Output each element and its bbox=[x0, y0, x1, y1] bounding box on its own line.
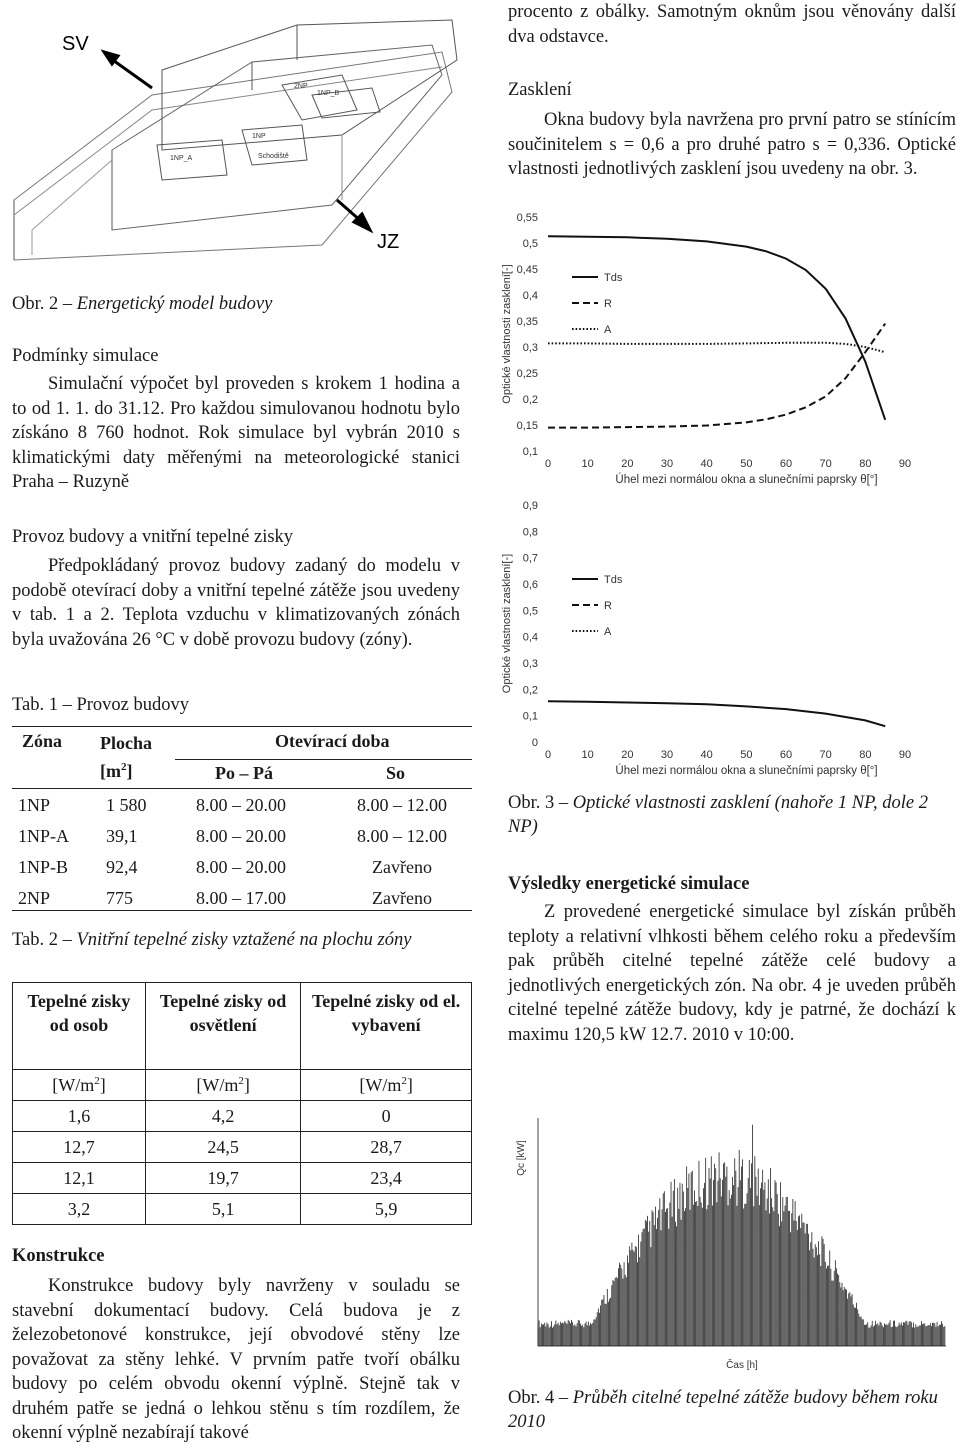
figure-2-caption bbox=[12, 292, 460, 316]
cell: 5,9 bbox=[301, 1194, 472, 1225]
paragraph-simulation: Simulační výpočet byl proveden s krokem 1 hodina a to od 1. 1. do 31.12. Pro každou simulovanou hodnotu bylo získáno 8 760 hodnot. Rok simulace byl vybrán 2010 s klimatickými daty měřenými na meteorologické stanici Praha – Ruzyně bbox=[12, 374, 460, 492]
x-tick-label: 80 bbox=[859, 749, 872, 761]
y-tick-label: 0,15 bbox=[516, 420, 538, 432]
series-line-tds bbox=[548, 236, 885, 420]
x-axis-label: Čas [h] bbox=[726, 1360, 758, 1371]
caption-number: Obr. 4 – bbox=[508, 1388, 573, 1408]
table-header-row bbox=[13, 983, 472, 1070]
y-tick-label: 0,25 bbox=[516, 368, 538, 380]
x-axis-label: Úhel mezi normálou okna a slunečními paprsky θ[°] bbox=[615, 765, 878, 777]
unit-sup: 2 bbox=[401, 1074, 407, 1087]
cell: 2NP bbox=[18, 888, 51, 908]
series-line-a bbox=[548, 343, 885, 352]
table-row bbox=[12, 821, 472, 852]
y-tick-label: 0,5 bbox=[522, 238, 538, 250]
caption-text: Průběh citelné tepelné zátěže budovy během roku 2010 bbox=[508, 1388, 938, 1432]
table-1-caption: Tab. 1 – Provoz budovy bbox=[12, 695, 190, 715]
caption-text: Optické vlastnosti zasklení (nahoře 1 NP, dole 2 NP) bbox=[508, 793, 928, 837]
col-header-po-pa: Po – Pá bbox=[215, 763, 273, 783]
unit-cell bbox=[301, 1070, 472, 1101]
zone-label: 2NP bbox=[294, 83, 308, 90]
cell: 1NP-A bbox=[18, 826, 70, 846]
zone-label: 1NP_B bbox=[317, 90, 340, 97]
x-tick-label: 50 bbox=[740, 749, 753, 761]
cell: 28,7 bbox=[301, 1132, 472, 1163]
col-header-so: So bbox=[386, 763, 406, 783]
y-tick-label: 0,3 bbox=[522, 658, 538, 670]
cell: 23,4 bbox=[301, 1163, 472, 1194]
cell: 4,2 bbox=[145, 1101, 300, 1132]
zone-label: 1NP_A bbox=[170, 155, 193, 162]
heading-vysledky: Výsledky energetické simulace bbox=[508, 874, 750, 894]
cell: 775 bbox=[106, 888, 133, 908]
paragraph-zasklení: Okna budovy byla navržena pro první patro se stínícím součinitelem s = 0,6 a pro druhé patro s = 0,336. Optické vlastnosti jednotlivých zasklení jsou uvedeny na obr. 3. bbox=[508, 110, 956, 179]
y-tick-label: 0,2 bbox=[522, 394, 538, 406]
cell: 12,1 bbox=[13, 1163, 146, 1194]
x-tick-label: 40 bbox=[700, 749, 713, 761]
heading-zasklení: Zasklení bbox=[508, 80, 572, 100]
cell: 8.00 – 12.00 bbox=[357, 795, 447, 815]
figure-4-caption bbox=[508, 1386, 956, 1434]
y-tick-label: 0,6 bbox=[522, 579, 538, 591]
y-tick-label: 0 bbox=[531, 737, 538, 749]
cell: 12,7 bbox=[13, 1132, 146, 1163]
legend-label: A bbox=[604, 626, 612, 638]
y-tick-label: 0,9 bbox=[522, 500, 538, 512]
x-axis-label: Úhel mezi normálou okna a slunečními paprsky θ[°] bbox=[615, 474, 878, 486]
heading-konstrukce: Konstrukce bbox=[12, 1246, 105, 1266]
cell: 0 bbox=[301, 1101, 472, 1132]
y-tick-label: 0,55 bbox=[516, 212, 538, 224]
table-2 bbox=[12, 982, 472, 1225]
caption-number: Obr. 2 – bbox=[12, 294, 77, 314]
cell: Zavřeno bbox=[372, 888, 432, 908]
x-tick-label: 70 bbox=[819, 749, 832, 761]
y-tick-label: 0,2 bbox=[522, 684, 538, 697]
chart-cooling-load bbox=[500, 1110, 952, 1385]
x-tick-label: 10 bbox=[581, 749, 594, 761]
load-bars bbox=[538, 1125, 945, 1346]
y-tick-label: 0,4 bbox=[522, 290, 538, 302]
x-tick-label: 30 bbox=[660, 749, 674, 761]
x-tick-label: 90 bbox=[898, 749, 912, 761]
unit-b: ] bbox=[406, 1074, 413, 1095]
cell: 5,1 bbox=[145, 1194, 300, 1225]
y-tick-label: 0,8 bbox=[522, 526, 538, 539]
col-header-oteviraci-doba: Otevírací doba bbox=[275, 731, 390, 751]
col-header: Tepelné zisky od el. vybavení bbox=[301, 983, 472, 1070]
unit-b: ] bbox=[99, 1074, 106, 1095]
y-tick-label: 0,7 bbox=[522, 552, 538, 565]
compass-sv: SV bbox=[62, 33, 89, 55]
cell: 1,6 bbox=[13, 1101, 146, 1132]
cell: 19,7 bbox=[145, 1163, 300, 1194]
cell: 1NP bbox=[18, 795, 51, 815]
x-tick-label: 50 bbox=[740, 458, 753, 470]
y-axis-label: Qc [kW] bbox=[516, 1140, 527, 1176]
compass-jz: JZ bbox=[377, 231, 400, 253]
table-1-body bbox=[12, 790, 472, 914]
heading-podminky-simulace: Podmínky simulace bbox=[12, 346, 159, 366]
cell: 1 580 bbox=[106, 795, 147, 815]
y-axis-label: Optické vlastnosti zasklení[-] bbox=[501, 264, 513, 404]
y-axis-label: Optické vlastnosti zasklení[-] bbox=[501, 553, 513, 694]
unit-a: [W/m bbox=[196, 1074, 239, 1095]
cell: 8.00 – 12.00 bbox=[357, 826, 447, 846]
unit-sup: 2 bbox=[238, 1074, 244, 1087]
table-row bbox=[13, 1163, 472, 1194]
chart-optical-2np bbox=[500, 495, 920, 780]
table-row bbox=[12, 790, 472, 821]
table-row bbox=[12, 852, 472, 883]
col-header-plocha-unit: [m bbox=[100, 761, 121, 781]
paragraph-provoz: Předpokládaný provoz budovy zadaný do modelu v podobě otevírací doby a vnitřní tepelné zátěže jsou uvedeny v tab. 1 a 2. Teplota vzduchu v klimatizovaných zónách byla uvažována 26 °C v době provozu budovy (zóny). bbox=[12, 556, 460, 650]
unit-a: [W/m bbox=[359, 1074, 402, 1095]
cell: 1NP-B bbox=[18, 857, 69, 877]
paragraph-vysledky: Z provedené energetické simulace byl získán průběh teploty a relativní vlhkosti během celého roku a především pak průběh citelné tepelné zátěže celé budovy a jednotlivých energetických zón. Na obr. 4 je uveden průběh citelné tepelné zátěže budovy, kdy je patrné, že dochází k maximu 120,5 kW 12.7. 2010 v 10:00. bbox=[508, 902, 956, 1045]
table-unit-row bbox=[13, 1070, 472, 1101]
y-tick-label: 0,1 bbox=[522, 710, 538, 723]
caption-text: Vnitřní tepelné zisky vztažené na plochu zóny bbox=[76, 930, 412, 950]
col-header-zona: Zóna bbox=[22, 731, 63, 751]
chart-optical-1np bbox=[500, 205, 920, 495]
cell: 8.00 – 17.00 bbox=[196, 888, 286, 908]
table-row bbox=[12, 883, 472, 914]
zone-label: Schodiště bbox=[258, 153, 289, 160]
unit-b: ] bbox=[243, 1074, 250, 1095]
legend-label: R bbox=[604, 298, 612, 310]
heading-provoz-budovy: Provoz budovy a vnitřní tepelné zisky bbox=[12, 527, 294, 547]
caption-number: Tab. 2 – bbox=[12, 930, 77, 950]
figure-3-caption bbox=[508, 791, 956, 839]
x-tick-label: 0 bbox=[544, 749, 552, 761]
caption-text: Energetický model budovy bbox=[76, 294, 273, 314]
x-tick-label: 40 bbox=[700, 458, 713, 470]
legend-label: Tds bbox=[604, 574, 623, 586]
x-tick-label: 80 bbox=[859, 458, 872, 470]
cell: 3,2 bbox=[13, 1194, 146, 1225]
x-tick-label: 90 bbox=[898, 458, 912, 470]
y-tick-label: 0,45 bbox=[516, 264, 538, 276]
col-header-plocha bbox=[100, 731, 152, 783]
x-tick-label: 60 bbox=[779, 749, 793, 761]
table-row bbox=[13, 1132, 472, 1163]
cell: 8.00 – 20.00 bbox=[196, 795, 286, 815]
x-tick-label: 70 bbox=[819, 458, 832, 470]
x-tick-label: 0 bbox=[544, 458, 552, 470]
y-tick-label: 0,5 bbox=[522, 605, 538, 618]
table-row bbox=[13, 1194, 472, 1225]
y-tick-label: 0,35 bbox=[516, 316, 538, 328]
y-tick-label: 0,1 bbox=[522, 446, 538, 458]
table-row bbox=[13, 1101, 472, 1132]
col-header: Tepelné zisky od osvětlení bbox=[145, 983, 300, 1070]
cell: 39,1 bbox=[106, 826, 138, 846]
col-header-plocha-sup: 2 bbox=[121, 761, 127, 773]
zone-label: 1NP bbox=[252, 133, 266, 140]
col-header-plocha-text: Plocha bbox=[100, 733, 152, 753]
col-header-plocha-close: ] bbox=[126, 761, 133, 781]
legend-label: R bbox=[604, 600, 612, 612]
legend-label: A bbox=[604, 324, 612, 336]
caption-number: Obr. 3 – bbox=[508, 793, 573, 813]
paragraph-konstrukce: Konstrukce budovy byly navrženy v souladu se stavební dokumentací budovy. Celá budova je z železobetonové konstrukce, její obvodové stěny lze považovat za stěny lehké. V prvním patře tvoří obálku budovy po celém obvodu okenní výplně. Stejně tak v druhém patře se jedná o lehkou stěnu s tím rozdílem, že okenní výplně nezabírají takové bbox=[12, 1276, 460, 1443]
cell: Zavřeno bbox=[372, 857, 432, 877]
building-model-drawing bbox=[12, 0, 460, 290]
cell: 8.00 – 20.00 bbox=[196, 857, 286, 877]
y-tick-label: 0,4 bbox=[522, 631, 538, 644]
cell: 8.00 – 20.00 bbox=[196, 826, 286, 846]
y-tick-label: 0,3 bbox=[522, 342, 538, 354]
col-header: Tepelné zisky od osob bbox=[13, 983, 146, 1070]
unit-cell bbox=[13, 1070, 146, 1101]
series-line-tds bbox=[548, 701, 885, 726]
x-tick-label: 20 bbox=[621, 749, 634, 761]
table-2-caption bbox=[12, 928, 460, 952]
unit-sup: 2 bbox=[94, 1074, 100, 1087]
unit-a: [W/m bbox=[52, 1074, 95, 1095]
x-tick-label: 60 bbox=[779, 458, 793, 470]
unit-cell bbox=[145, 1070, 300, 1101]
legend-label: Tds bbox=[604, 272, 623, 284]
x-tick-label: 30 bbox=[660, 458, 674, 470]
cell: 92,4 bbox=[106, 857, 138, 877]
series-line-r bbox=[548, 324, 885, 428]
figure-2-building-model bbox=[12, 0, 460, 290]
paragraph-continued: procento z obálky. Samotným oknům jsou věnovány další dva odstavce. bbox=[508, 2, 956, 47]
cell: 24,5 bbox=[145, 1132, 300, 1163]
x-tick-label: 10 bbox=[581, 458, 594, 470]
x-tick-label: 20 bbox=[621, 458, 634, 470]
